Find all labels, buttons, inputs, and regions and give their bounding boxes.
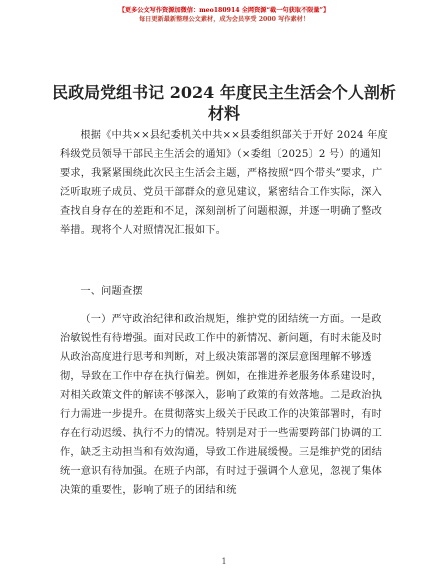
promo-banner-line-1: 【更多公文写作资源加微信：meo180914 全网资源“截一句获取不限量”】	[118, 7, 330, 14]
section-heading: 一、问题查摆	[80, 286, 143, 297]
body-paragraph: （一）严守政治纪律和政治规矩，维护党的团结统一方面。一是政治敏锐性有待增强。面对民政工作中的新情况、新问题，有时未能及时从政治高度进行思考和判断，对上级决策部署的深层意图理解不够透彻，导致在工作中存在执行偏差。例如，在推进养老服务体系建设时，对相关政策文件的解读不够深入，影响了政策的有效落地。二是政治执行力需进一步提升。在贯彻落实上级关于民政工作的决策部署时，有时存在行动迟缓、执行不力的情况。特别是对于一些需要跨部门协调的工作，缺乏主动担当和有效沟通，导致工作进展缓慢。三是维护党的团结统一意识有待加强。在班子内部，有时过于强调个人意见，忽视了集体决策的重要性，影响了班子的团结和统	[60, 314, 383, 496]
promo-banner-line-2: 每日更新最新整理公文素材，成为会员享受 2000 写作素材！	[138, 16, 310, 23]
intro-paragraph: 根据《中共××县纪委机关中共××县委组织部关于开好 2024 年度科级党员领导干部民主生活会的通知》（×委组〔2025〕2 号）的通知要求，我紧紧围绕此次民主生活会主题，严格按照“四个带头”要求，广泛听取班子成员、党员干部群众的意见建议，紧密结合工作实际，深入查找自身存在的差距和不足，深刻剖析了问题根源，并逐一明确了整改举措。现将个人对照情况汇报如下。	[60, 130, 388, 236]
promo-banner	[0, 6, 448, 24]
document-title-line-2: 材料	[207, 104, 240, 123]
document-title-line-1: 民政局党组书记 2024 年度民主生活会个人剖析	[52, 83, 396, 102]
section-block	[60, 282, 390, 500]
intro-block	[60, 126, 390, 240]
document-title	[0, 82, 448, 124]
page-number: 1	[221, 557, 227, 566]
